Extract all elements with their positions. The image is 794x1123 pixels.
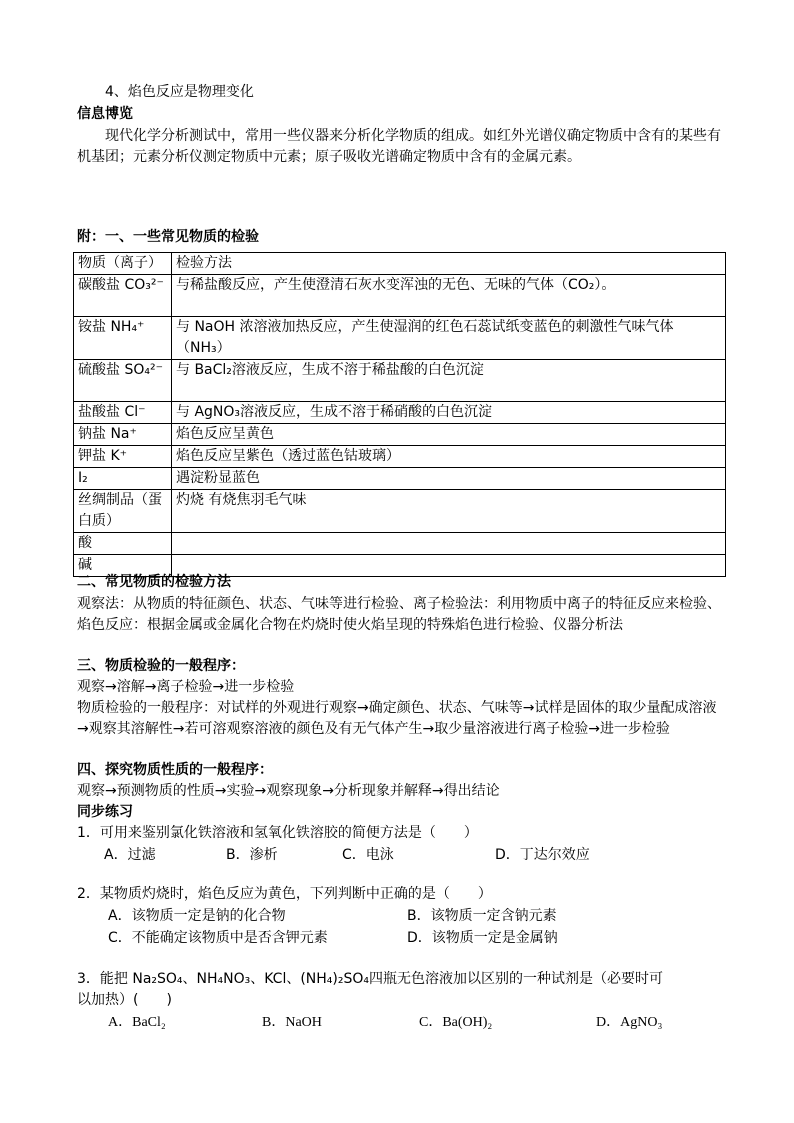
check-method: 与 NaOH 浓溶液加热反应，产生使湿润的红色石蕊试纸变蓝色的刺激性气味气体（NH₃） — [172, 317, 726, 360]
q3-option-b: B．NaOH — [262, 1015, 322, 1030]
q1-option-d: D．丁达尔效应 — [495, 847, 590, 863]
substance-name: 丝绸制品（蛋白质） — [74, 490, 172, 533]
table-row — [74, 317, 726, 360]
table-row — [74, 402, 726, 424]
q1-option-a: A．过滤 — [104, 847, 156, 863]
table-row — [74, 360, 726, 402]
table-row — [74, 468, 726, 490]
section2-body: 观察法：从物质的特征颜色、状态、气味等进行检验、离子检验法：利用物质中离子的特征反应来检验、焰色反应：根据金属或金属化合物在灼烧时使火焰呈现的特殊焰色进行检验、仪器分析法 — [77, 596, 721, 633]
q2-option-a: A．该物质一定是钠的化合物 — [108, 908, 286, 924]
section4-heading: 四、探究物质性质的一般程序： — [77, 762, 273, 778]
question-1-stem: 1．可用来鉴别氯化铁溶液和氢氧化铁溶胶的简便方法是（ ） — [77, 825, 478, 841]
table-row — [74, 490, 726, 533]
check-method: 与稀盐酸反应，产生使澄清石灰水变浑浊的无色、无味的气体（CO₂）。 — [172, 275, 726, 317]
appendix-heading: 附：一、一些常见物质的检验 — [77, 229, 259, 245]
substance-name: 钠盐 Na⁺ — [74, 424, 172, 446]
substance-name: 碱 — [74, 555, 172, 577]
q3-option-c: C．Ba(OH)₂ — [419, 1015, 493, 1030]
intro-item: 4、焰色反应是物理变化 — [105, 84, 254, 100]
table-row — [74, 533, 726, 555]
substance-name: 钾盐 K⁺ — [74, 446, 172, 468]
q3-option-d: D．AgNO₃ — [596, 1015, 663, 1030]
section3-line1: 观察→溶解→离子检验→进一步检验 — [77, 679, 295, 695]
substance-name: 铵盐 NH₄⁺ — [74, 317, 172, 360]
q2-option-b: B．该物质一定含钠元素 — [407, 908, 557, 924]
table-row — [74, 424, 726, 446]
check-method: 遇淀粉显蓝色 — [172, 468, 726, 490]
check-method: 与 BaCl₂溶液反应，生成不溶于稀盐酸的白色沉淀 — [172, 360, 726, 402]
q3-option-a: A．BaCl₂ — [108, 1015, 166, 1030]
section4-line1: 观察→预测物质的性质→实验→观察现象→分析现象并解释→得出结论 — [77, 783, 500, 799]
section3-heading: 三、物质检验的一般程序： — [77, 658, 245, 674]
question-2-stem: 2．某物质灼烧时，焰色反应为黄色，下列判断中正确的是（ ） — [77, 886, 492, 902]
info-heading: 信息博览 — [77, 106, 133, 122]
section2-heading: 二、常见物质的检验方法 — [77, 574, 231, 590]
substance-name: I₂ — [74, 468, 172, 490]
table-header-cell: 物质（离子） — [74, 253, 172, 275]
q2-option-d: D．该物质一定是金属钠 — [407, 930, 558, 946]
substance-name: 硫酸盐 SO₄²⁻ — [74, 360, 172, 402]
table-header-cell: 检验方法 — [172, 253, 726, 275]
check-method: 与 AgNO₃溶液反应，生成不溶于稀硝酸的白色沉淀 — [172, 402, 726, 424]
q1-option-b: B．渗析 — [226, 847, 278, 863]
check-method: 焰色反应呈黄色 — [172, 424, 726, 446]
q2-option-c: C．不能确定该物质中是否含钾元素 — [108, 930, 328, 946]
practice-heading: 同步练习 — [77, 804, 133, 820]
substance-name: 碳酸盐 CO₃²⁻ — [74, 275, 172, 317]
table-row — [74, 446, 726, 468]
question-3-stem-line1: 3．能把 Na₂SO₄、NH₄NO₃、KCl、(NH₄)₂SO₄四瓶无色溶液加以区别的一种试剂是（必要时可 — [77, 971, 664, 987]
check-method: 焰色反应呈紫色（透过蓝色钴玻璃） — [172, 446, 726, 468]
check-method — [172, 555, 726, 577]
section3-body: 物质检验的一般程序：对试样的外观进行观察→确定颜色、状态、气味等→试样是固体的取少量配成溶液→观察其溶解性→若可溶观察溶液的颜色及有无气体产生→取少量溶液进行离子检验→进一步检验 — [77, 700, 717, 737]
question-3-stem-line2: 以加热）( ) — [77, 992, 172, 1008]
substance-name: 盐酸盐 Cl⁻ — [74, 402, 172, 424]
info-body: 现代化学分析测试中，常用一些仪器来分析化学物质的组成。如红外光谱仪确定物质中含有的某些有机基团；元素分析仪测定物质中元素；原子吸收光谱确定物质中含有的金属元素。 — [77, 128, 721, 165]
substance-name: 酸 — [74, 533, 172, 555]
check-method — [172, 533, 726, 555]
table-header-row — [74, 253, 726, 275]
check-method: 灼烧 有烧焦羽毛气味 — [172, 490, 726, 533]
table-row — [74, 275, 726, 317]
q1-option-c: C．电泳 — [342, 847, 394, 863]
substance-check-table — [73, 252, 726, 577]
